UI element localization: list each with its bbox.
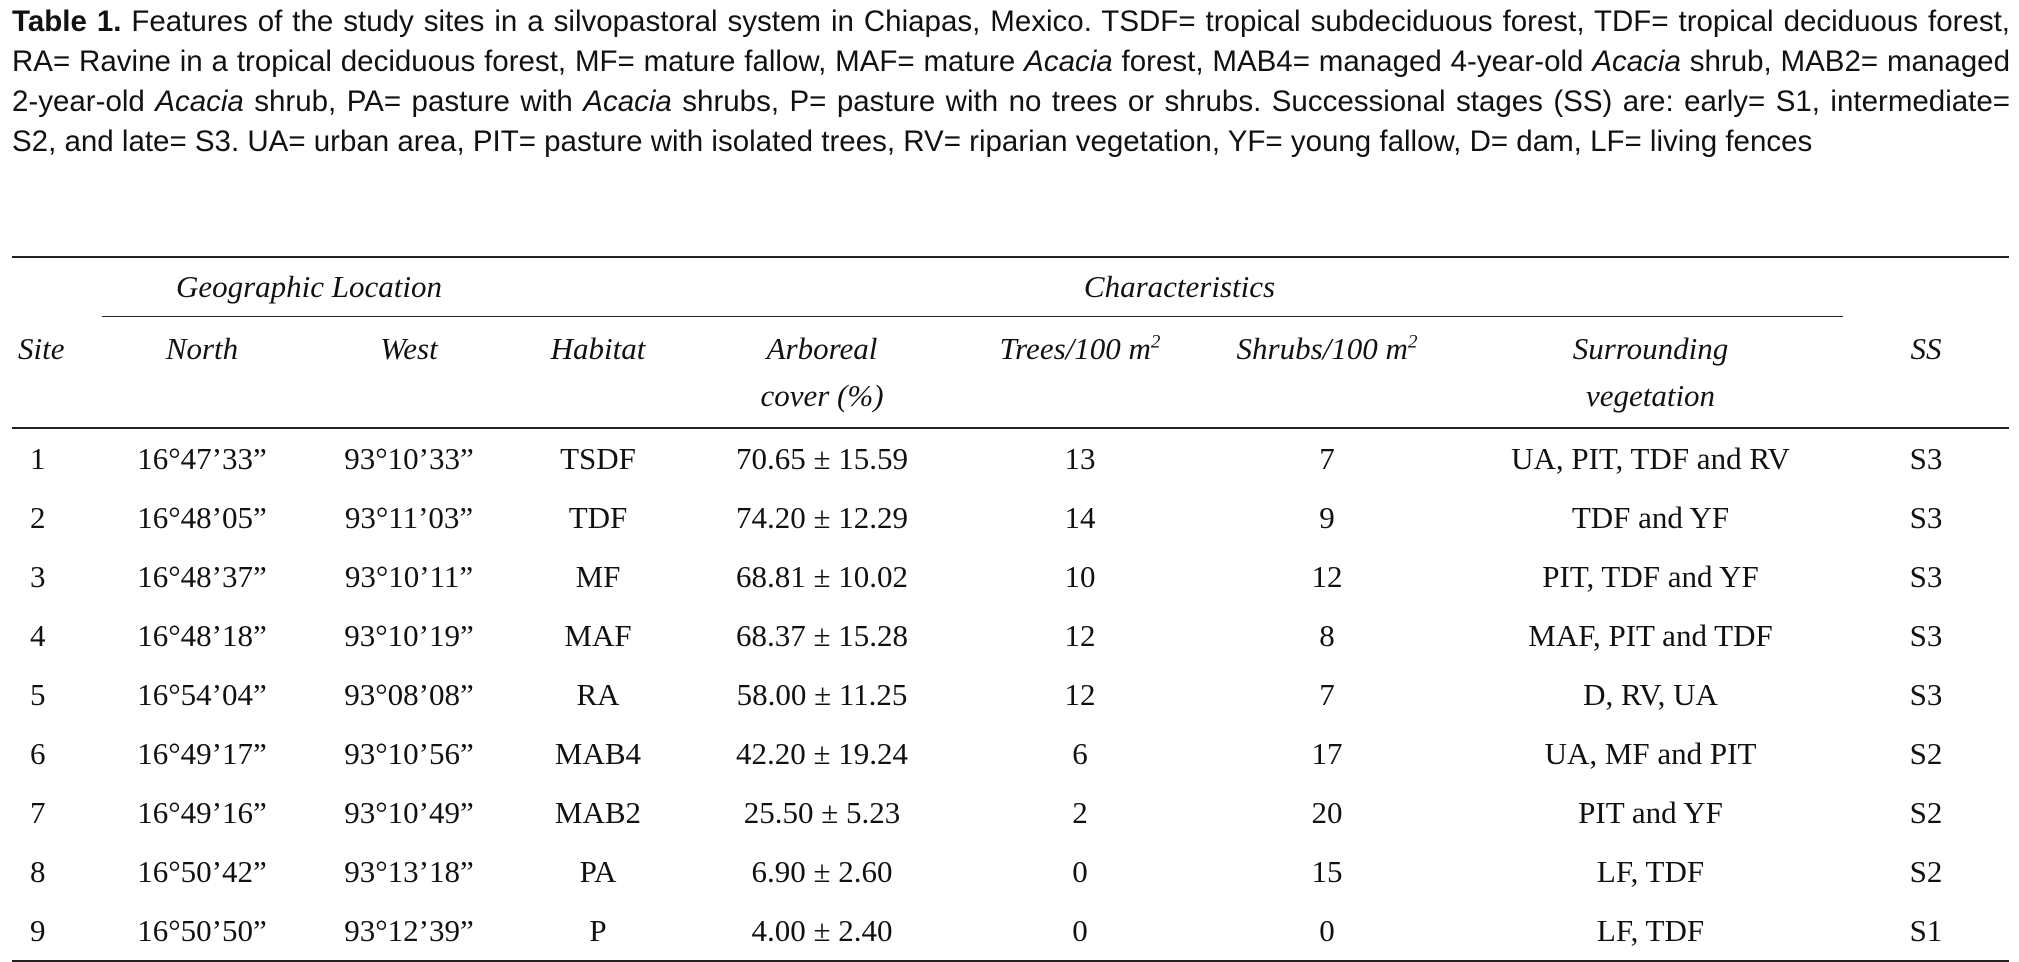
cell-arboreal: 25.50 ± 5.23 xyxy=(743,794,901,830)
cell-trees: 0 xyxy=(1072,853,1088,889)
cell-habitat: TSDF xyxy=(560,440,636,476)
cell-shrubs: 0 xyxy=(1196,901,1458,961)
cell-trees: 14 xyxy=(1064,499,1096,535)
cell-surrounding: MAF, PIT and TDF xyxy=(1528,617,1773,653)
cell-habitat: TDF xyxy=(568,499,628,535)
cell-west: 93°12’39” xyxy=(302,901,516,961)
cell-habitat: MF xyxy=(575,558,621,594)
caption-label: Table 1. xyxy=(12,5,122,38)
cell-north: 16°48’37” xyxy=(137,558,267,594)
cell-site: 2 xyxy=(30,499,46,535)
characteristics-header: Characteristics xyxy=(516,257,1843,317)
cell-ss: S3 xyxy=(1909,558,1943,594)
col-header-north: North xyxy=(102,317,302,429)
table-row xyxy=(12,724,2009,783)
table-row xyxy=(12,488,2009,547)
cell-arboreal: 58.00 ± 11.25 xyxy=(736,676,908,712)
table-caption xyxy=(12,2,2010,162)
cell-arboreal: 68.37 ± 15.28 xyxy=(735,617,908,653)
cell-trees: 12 xyxy=(1064,676,1096,712)
cell-shrubs: 7 xyxy=(1319,440,1335,476)
cell-north: 16°49’16” xyxy=(137,794,267,830)
cell-habitat: RA xyxy=(576,676,620,712)
cell-trees: 10 xyxy=(1064,558,1096,594)
cell-west: 93°13’18” xyxy=(344,853,474,889)
cell-trees: 2 xyxy=(1072,794,1088,830)
cell-trees: 6 xyxy=(1072,735,1088,771)
cell-surrounding: D, RV, UA xyxy=(1583,676,1718,712)
cell-trees: 13 xyxy=(1064,440,1096,476)
col-header-west: West xyxy=(302,317,516,429)
cell-habitat: MAF xyxy=(564,617,632,653)
cell-trees: 0 xyxy=(964,901,1196,961)
cell-surrounding: PIT and YF xyxy=(1578,794,1723,830)
cell-north: 16°47’33” xyxy=(137,440,267,476)
table-row xyxy=(12,665,2009,724)
cell-ss: S3 xyxy=(1909,676,1943,712)
cell-north: 16°54’04” xyxy=(137,676,267,712)
cell-shrubs: 12 xyxy=(1311,558,1343,594)
cell-ss: S3 xyxy=(1909,499,1943,535)
cell-habitat: MAB2 xyxy=(554,794,642,830)
col-header-surrounding-vegetation: Surrounding vegetation xyxy=(1458,317,1843,429)
col-header-trees: Trees/100 $m^2$ xyxy=(964,317,1196,429)
cell-arboreal: 70.65 ± 15.59 xyxy=(735,440,908,476)
cell-ss: S2 xyxy=(1909,853,1943,889)
cell-site: 8 xyxy=(30,853,46,889)
cell-surrounding: LF, TDF xyxy=(1596,853,1705,889)
cell-west: 93°08’08” xyxy=(344,676,474,712)
cell-shrubs: 7 xyxy=(1319,676,1335,712)
cell-habitat: PA xyxy=(579,853,617,889)
cell-shrubs: 17 xyxy=(1311,735,1343,771)
cell-surrounding: TDF and YF xyxy=(1571,499,1730,535)
col-header-shrubs: Shrubs/100 $m^2$ xyxy=(1196,317,1458,429)
cell-north: 16°50’50” xyxy=(102,901,302,961)
data-table-container xyxy=(12,256,2009,962)
cell-site: 6 xyxy=(30,735,46,771)
cell-habitat: MAB4 xyxy=(554,735,642,771)
col-header-habitat: Habitat xyxy=(516,317,680,429)
cell-ss: S2 xyxy=(1909,794,1943,830)
cell-ss: S3 xyxy=(1909,617,1943,653)
cell-north: 16°49’17” xyxy=(137,735,267,771)
cell-surrounding: PIT, TDF and YF xyxy=(1542,558,1759,594)
col-header-arboreal-cover: Arboreal cover (%) xyxy=(680,317,964,429)
col-header-ss: SS xyxy=(1843,317,2009,429)
site-features-table xyxy=(12,256,2009,962)
cell-west: 93°10’56” xyxy=(344,735,474,771)
geographic-location-header: Geographic Location xyxy=(102,257,516,317)
group-header-row xyxy=(12,257,2009,317)
table-body xyxy=(12,428,2009,961)
cell-shrubs: 15 xyxy=(1311,853,1343,889)
cell-surrounding: UA, MF and PIT xyxy=(1544,735,1757,771)
cell-trees: 12 xyxy=(1064,617,1096,653)
cell-surrounding: LF, TDF xyxy=(1458,901,1843,961)
table-row xyxy=(12,428,2009,488)
cell-west: 93°11’03” xyxy=(344,499,474,535)
cell-west: 93°10’19” xyxy=(344,617,474,653)
table-row xyxy=(12,547,2009,606)
cell-arboreal: 68.81 ± 10.02 xyxy=(735,558,908,594)
cell-arboreal: 6.90 ± 2.60 xyxy=(751,853,893,889)
table-row xyxy=(12,901,2009,961)
cell-north: 16°48’18” xyxy=(137,617,267,653)
table-row xyxy=(12,606,2009,665)
table-row xyxy=(12,783,2009,842)
cell-shrubs: 20 xyxy=(1311,794,1343,830)
cell-north: 16°48’05” xyxy=(137,499,267,535)
cell-ss: S3 xyxy=(1909,440,1943,476)
cell-site: 1 xyxy=(30,440,46,476)
cell-site: 5 xyxy=(30,676,46,712)
cell-west: 93°10’33” xyxy=(344,440,474,476)
cell-arboreal: 42.20 ± 19.24 xyxy=(735,735,908,771)
cell-shrubs: 9 xyxy=(1319,499,1335,535)
cell-site: 9 xyxy=(12,901,102,961)
cell-west: 93°10’11” xyxy=(344,558,474,594)
cell-north: 16°50’42” xyxy=(137,853,267,889)
cell-habitat: P xyxy=(516,901,680,961)
cell-shrubs: 8 xyxy=(1319,617,1335,653)
cell-ss: S1 xyxy=(1843,901,2009,961)
cell-site: 7 xyxy=(30,794,46,830)
caption-text: Features of the study sites in a silvopastoral system in Chiapas, Mexico. TSDF= tropical subdeciduous forest, TDF= tropical deciduous forest, RA= Ravine in a tropical deciduous forest, MF= mature fallow, MAF= mature Acacia forest, MAB4= managed 4-year-old Acacia shrub, MAB2= managed 2-year-old Acacia shrub, PA= pasture with Acacia shrubs, P= pasture with no trees or shrubs. Successional stages (SS) are: early= S1, intermediate= S2, and late= S3. UA= urban area, PIT= pasture with isolated trees, RV= riparian vegetation, YF= young fallow, D= dam, LF= living fences xyxy=(12,5,2010,158)
cell-arboreal: 4.00 ± 2.40 xyxy=(680,901,964,961)
col-header-site: Site xyxy=(12,317,102,429)
cell-site: 3 xyxy=(30,558,46,594)
column-header-row xyxy=(12,317,2009,429)
cell-surrounding: UA, PIT, TDF and RV xyxy=(1511,440,1790,476)
cell-site: 4 xyxy=(30,617,46,653)
cell-arboreal: 74.20 ± 12.29 xyxy=(735,499,908,535)
cell-ss: S2 xyxy=(1909,735,1943,771)
cell-west: 93°10’49” xyxy=(344,794,474,830)
table-row xyxy=(12,842,2009,901)
